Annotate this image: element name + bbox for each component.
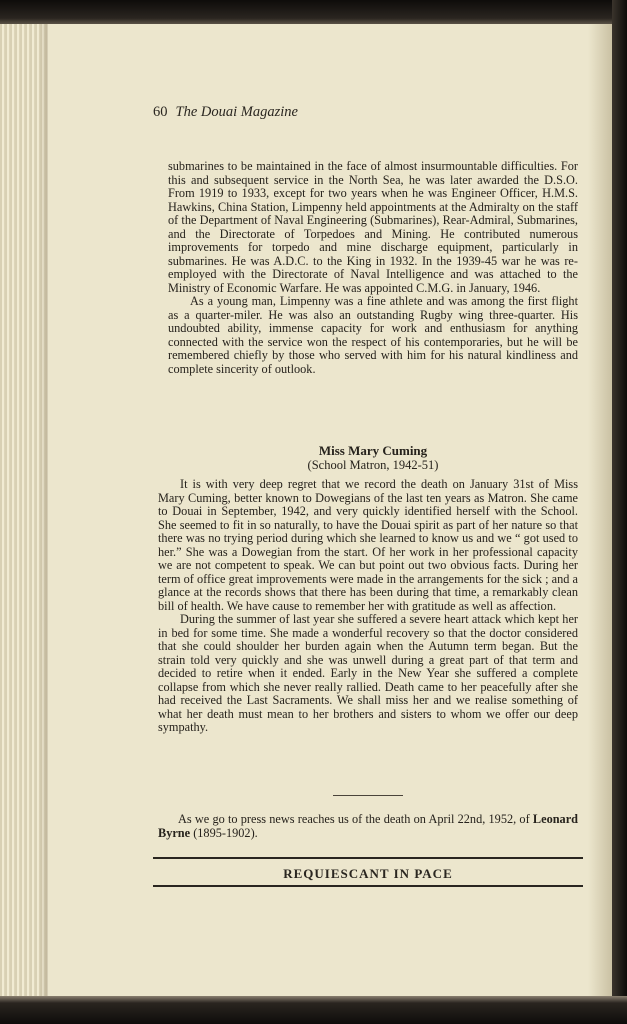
magazine-title: The Douai Magazine — [175, 104, 298, 120]
limpenny-paragraph-2: As a young man, Limpenny was a fine athlete and was among the first flight as a quarter-miler. He was also an outstanding Rugby wing three-quarter. His undoubted ability, immense capacity for work and enthusiasm for anything connected with the service won the respect of his contemporaries, but he will be remembered chiefly by those who served with him for his natural kindliness and complete sincerity of outlook. — [168, 294, 578, 376]
limpenny-article — [168, 160, 578, 376]
press-note-years: (1895-1902). — [193, 826, 258, 840]
rule-bottom — [153, 885, 583, 887]
book-top-edge — [0, 0, 627, 26]
page-number: 60 — [153, 104, 168, 120]
cuming-obituary — [158, 478, 578, 735]
obituary-heading — [168, 443, 578, 472]
press-note-name: Leonard Byrne — [158, 812, 578, 840]
obituary-role: (School Matron, 1942-51) — [307, 458, 439, 472]
page-edges — [0, 24, 48, 1000]
book-bottom-edge — [0, 996, 627, 1024]
running-head — [153, 104, 298, 121]
requiescant-banner: REQUIESCANT IN PACE — [283, 866, 453, 881]
page-gutter — [588, 24, 614, 1000]
rule-top — [153, 857, 583, 859]
obituary-name: Miss Mary Cuming — [318, 443, 428, 458]
limpenny-paragraph-1: submarines to be maintained in the face of almost insurmountable difficulties. For this and subsequent service in the North Sea, he was later awarded the D.S.O. From 1919 to 1933, except for two years when he was Engineer Officer, H.M.S. Hawkins, China Station, Limpenny held appointments at the Admiralty on the staff of the Department of Naval Engineering (Submarines), Rear-Admiral, Submarines, and the Directorate of Torpedoes and Mining. He contributed numerous improvements for torpedo and mine discharge equipment, particularly in submarines. He was A.D.C. to the King in 1932. In the 1939-45 war he was re-employed with the Directorate of Naval Intelligence and was attached to the Ministry of Economic Warfare. He was appointed C.M.G. in January, 1946. — [168, 159, 578, 295]
press-note — [158, 812, 578, 840]
section-divider — [333, 795, 403, 796]
cuming-paragraph-1: It is with very deep regret that we record the death on January 31st of Miss Mary Cuming, better known to Dowegians of the last ten years as Matron. She came to Douai in September, 1942, and very quickly identified herself with the School. She seemed to fit in so naturally, to have the Douai spirit as part of her nature so that there was no trying period during which she learned to know us and we “ got used to her.” She was a Dowegian from the start. Of her work in her professional capacity we are not competent to speak. We can but point out two obvious facts. During her term of office great improvements were made in the arrangements for the sick ; and a glance at the records shows that there has been during that time, a remarkably clean bill of health. We have cause to remember her with gratitude as well as affection. — [158, 477, 578, 613]
book-right-edge — [612, 0, 627, 1024]
press-note-text: As we go to press news reaches us of the death on April 22nd, 1952, of — [178, 812, 530, 826]
cuming-paragraph-2: During the summer of last year she suffered a severe heart attack which kept her in bed for some time. She made a wonderful recovery so that the doctor considered that she could shoulder her burden again when the Autumn term began. But the strain told very quickly and she was unwell during a great part of that term and decided to retire when it ended. Early in the New Year she suffered a complete collapse from which she never really rallied. Death came to her peacefully after she had received the Last Sacraments. We shall miss her and we realise something of what her death must mean to her brothers and sisters to whom we offer our deep sympathy. — [158, 612, 578, 734]
